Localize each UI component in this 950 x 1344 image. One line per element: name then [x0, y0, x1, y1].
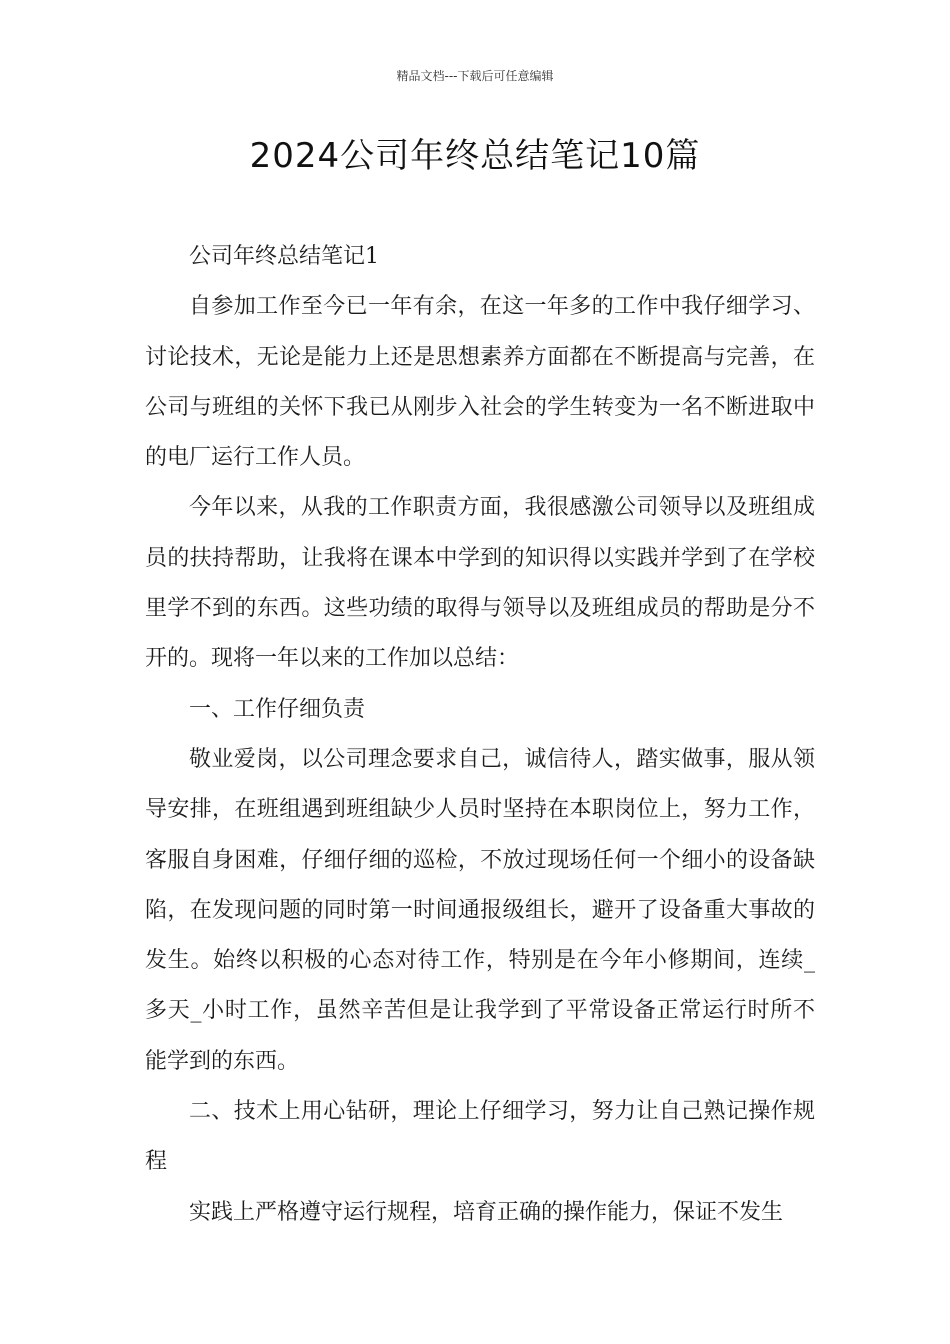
- document-title: 2024公司年终总结笔记10篇: [249, 136, 701, 176]
- section-heading: 二、技术上用心钻研，理论上仔细学习，努力让自己熟记操作规程: [145, 1099, 815, 1175]
- header-note: 精品文档---下载后可任意编辑: [396, 69, 554, 83]
- paragraph: 今年以来，从我的工作职责方面，我很感激公司领导以及班组成员的扶持帮助，让我将在课本中学到的知识得以实践并学到了在学校里学不到的东西。这些功绩的取得与领导以及班组成员的帮助是分不开的。现将一年以来的工作加以总结：: [145, 495, 815, 672]
- paragraph: 实践上严格遵守运行规程，培育正确的操作能力，保证不发生: [189, 1199, 784, 1225]
- paragraph: 敬业爱岗，以公司理念要求自己，诚信待人，踏实做事，服从领导安排，在班组遇到班组缺少人员时坚持在本职岗位上，努力工作，客服自身困难，仔细仔细的巡检，不放过现场任何一个细小的设备缺陷，在发现问题的同时第一时间通报级组长，避开了设备重大事故的发生。始终以积极的心态对待工作，特别是在今年小修期间，连续_多天_小时工作，虽然辛苦但是让我学到了平常设备正常运行时所不能学到的东西。: [145, 746, 815, 1074]
- document-body: [145, 232, 815, 1238]
- section-heading: 公司年终总结笔记1: [189, 244, 379, 269]
- paragraph: 自参加工作至今已一年有余，在这一年多的工作中我仔细学习、讨论技术，无论是能力上还是思想素养方面都在不断提高与完善，在公司与班组的关怀下我已从刚步入社会的学生转变为一名不断进取中的电厂运行工作人员。: [145, 294, 815, 471]
- section-heading: 一、工作仔细负责: [189, 696, 366, 722]
